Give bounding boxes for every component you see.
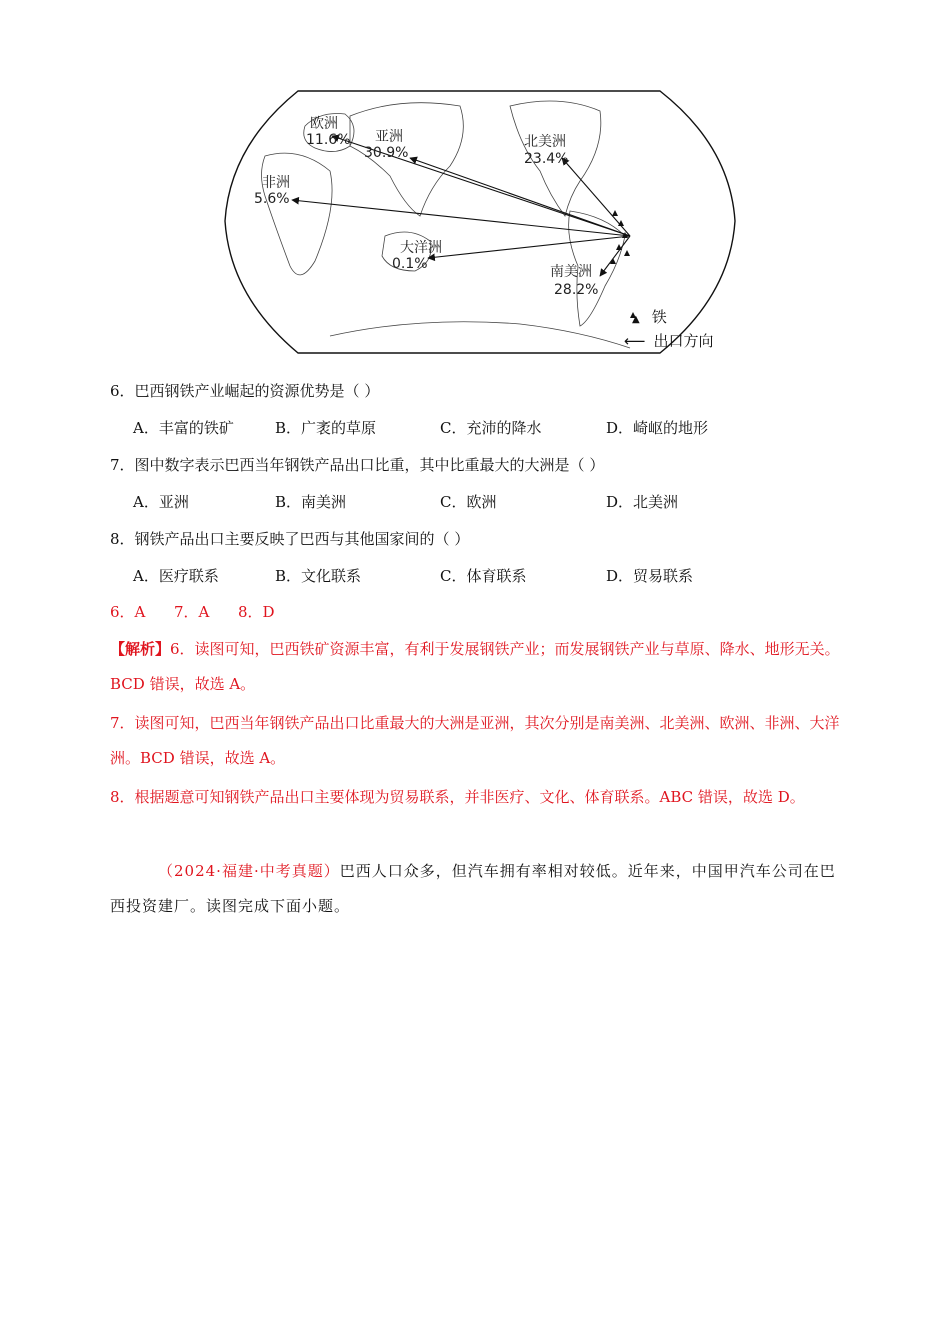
q6-option-d[interactable]: D．崎岖的地形: [606, 419, 709, 437]
analysis-q7: 7．读图可知，巴西当年钢铁产品出口比重最大的大洲是亚洲，其次分别是南美洲、北美洲、欧洲、非洲、大洋洲。BCD 错误，故选 A。: [110, 714, 840, 767]
question-7-stem: 7．图中数字表示巴西当年钢铁产品出口比重，其中比重最大的大洲是（ ）: [110, 456, 605, 474]
question-6-stem: 6．巴西钢铁产业崛起的资源优势是（ ）: [110, 382, 380, 400]
q8-option-a[interactable]: A．医疗联系: [133, 567, 219, 585]
q8-option-d[interactable]: D．贸易联系: [606, 567, 694, 585]
legend-iron-item: [632, 306, 667, 327]
q8-option-b[interactable]: B．文化联系: [275, 567, 362, 585]
answer-key: 6．A 7．A 8．D: [110, 603, 275, 621]
q6-option-b[interactable]: B．广袤的草原: [275, 419, 377, 437]
legend-iron-icon: ▲: [632, 314, 640, 325]
legend-export-item: [624, 330, 714, 351]
analysis-q8: 8．根据题意可知钢铁产品出口主要体现为贸易联系，并非医疗、文化、体育联系。ABC 错误，故选 D。: [110, 788, 805, 806]
q7-option-c[interactable]: C．欧洲: [440, 493, 497, 511]
q7-option-a[interactable]: A．亚洲: [133, 493, 189, 511]
q7-option-b[interactable]: B．南美洲: [275, 493, 347, 511]
q6-option-c[interactable]: C．充沛的降水: [440, 419, 542, 437]
label-africa-share: 5.6%: [254, 191, 290, 207]
legend-export-label: 出口方向: [653, 332, 714, 350]
q6-option-a[interactable]: A．丰富的铁矿: [133, 419, 234, 437]
legend-arrow-icon: ⟵: [624, 332, 646, 350]
label-oceania-share: 0.1%: [392, 256, 428, 272]
label-north-america-name: 北美洲: [524, 134, 566, 150]
intro-text: 巴西人口众多，但汽车拥有率相对较低。近年来，中国甲汽车公司在巴西投资建厂。读图完成下面小题。: [110, 862, 836, 915]
label-africa-name: 非洲: [262, 175, 290, 191]
source-tag: （2024·福建·中考真题）: [158, 862, 340, 880]
label-europe-share: 11.6%: [306, 132, 351, 148]
analysis-q6-text: 6．读图可知，巴西铁矿资源丰富，有利于发展钢铁产业；而发展钢铁产业与草原、降水、地形无关。BCD 错误，故选 A。: [110, 640, 840, 693]
analysis-q6: [110, 632, 840, 702]
label-asia-name: 亚洲: [375, 129, 403, 145]
next-question-intro: [110, 854, 840, 924]
legend-iron-label: 铁: [651, 308, 667, 326]
question-8-stem: 8．钢铁产品出口主要反映了巴西与其他国家间的（ ）: [110, 530, 470, 548]
label-south-america-name: 南美洲: [550, 264, 592, 280]
q7-option-d[interactable]: D．北美洲: [606, 493, 679, 511]
label-oceania-name: 大洋洲: [400, 240, 442, 256]
label-europe-name: 欧洲: [310, 116, 338, 132]
analysis-tag: 【解析】: [110, 640, 171, 658]
q8-option-c[interactable]: C．体育联系: [440, 567, 527, 585]
label-south-america-share: 28.2%: [554, 282, 599, 298]
label-north-america-share: 23.4%: [524, 151, 569, 167]
label-asia-share: 30.9%: [364, 145, 409, 161]
